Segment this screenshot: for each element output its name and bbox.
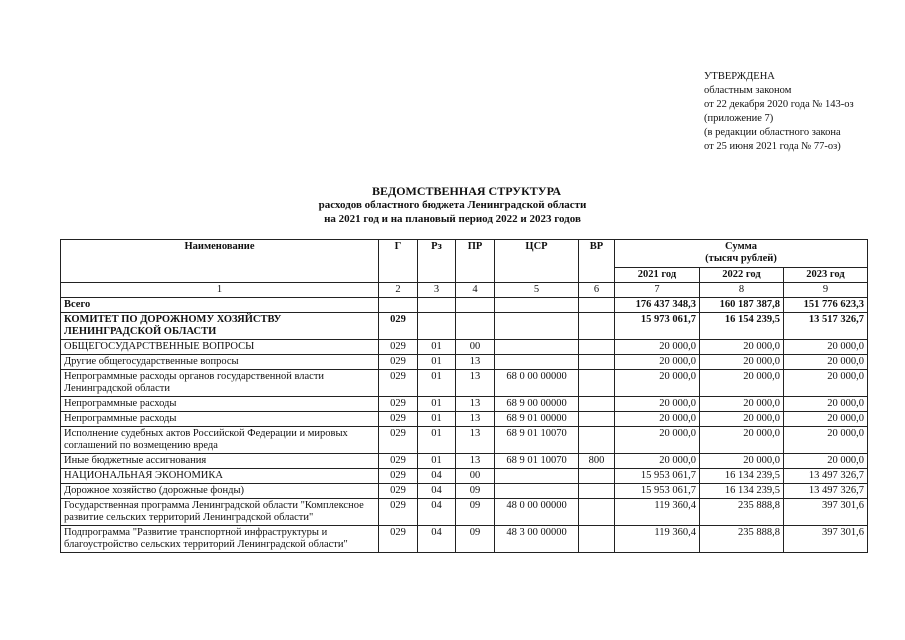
approval-line-3: от 22 декабря 2020 года № 143-оз	[704, 99, 854, 110]
row-2023: 20 000,0	[784, 340, 868, 355]
row-name: Исполнение судебных актов Российской Федерации и мировых соглашений по возмещению вреда	[61, 427, 379, 454]
row-rz: 04	[418, 484, 456, 499]
row-rz: 01	[418, 454, 456, 469]
row-2021: 15 973 061,7	[615, 313, 700, 340]
row-g: 029	[379, 427, 418, 454]
row-pr: 09	[456, 484, 495, 499]
row-csr: 68 9 01 00000	[495, 412, 579, 427]
row-2022: 16 154 239,5	[700, 313, 784, 340]
header-pr: ПР	[456, 240, 495, 283]
row-vr	[579, 469, 615, 484]
row-name: Всего	[61, 298, 379, 313]
colnum-cell: 9	[784, 283, 868, 298]
header-sum	[615, 240, 868, 268]
approval-line-5: (в редакции областного закона	[704, 127, 841, 138]
row-2023: 397 301,6	[784, 526, 868, 553]
row-2022: 16 134 239,5	[700, 484, 784, 499]
row-name: Другие общегосударственные вопросы	[61, 355, 379, 370]
row-rz: 01	[418, 397, 456, 412]
row-vr	[579, 313, 615, 340]
header-sum-line1: Сумма	[725, 241, 757, 252]
table-row	[61, 397, 868, 412]
row-rz: 01	[418, 355, 456, 370]
row-rz: 04	[418, 469, 456, 484]
header-sum-line2: (тысяч рублей)	[705, 253, 777, 264]
row-2022: 20 000,0	[700, 397, 784, 412]
row-csr	[495, 313, 579, 340]
row-2023: 20 000,0	[784, 355, 868, 370]
row-2023: 13 497 326,7	[784, 469, 868, 484]
row-g: 029	[379, 397, 418, 412]
row-g: 029	[379, 484, 418, 499]
document-title	[0, 184, 905, 226]
row-2021: 15 953 061,7	[615, 469, 700, 484]
row-2022: 160 187 387,8	[700, 298, 784, 313]
row-g: 029	[379, 469, 418, 484]
row-2023: 20 000,0	[784, 427, 868, 454]
row-csr: 48 0 00 00000	[495, 499, 579, 526]
row-name: Иные бюджетные ассигнования	[61, 454, 379, 469]
header-2021: 2021 год	[615, 268, 700, 283]
table-row	[61, 370, 868, 397]
row-rz	[418, 313, 456, 340]
row-g	[379, 298, 418, 313]
row-g: 029	[379, 412, 418, 427]
row-name: Подпрограмма "Развитие транспортной инфраструктуры и благоустройство сельских территорий Ленинградской области"	[61, 526, 379, 553]
row-2022: 20 000,0	[700, 412, 784, 427]
table-row	[61, 298, 868, 313]
budget-table	[60, 239, 868, 553]
row-vr	[579, 397, 615, 412]
row-rz: 01	[418, 412, 456, 427]
row-2021: 20 000,0	[615, 370, 700, 397]
row-rz	[418, 298, 456, 313]
row-2021: 20 000,0	[615, 427, 700, 454]
header-csr: ЦСР	[495, 240, 579, 283]
colnum-cell: 6	[579, 283, 615, 298]
row-vr	[579, 370, 615, 397]
title-line-1: ВЕДОМСТВЕННАЯ СТРУКТУРА	[371, 184, 562, 198]
row-name: Непрограммные расходы	[61, 397, 379, 412]
table-row	[61, 526, 868, 553]
row-csr: 68 0 00 00000	[495, 370, 579, 397]
table-row	[61, 484, 868, 499]
row-2021: 20 000,0	[615, 454, 700, 469]
row-2023: 13 517 326,7	[784, 313, 868, 340]
row-csr	[495, 484, 579, 499]
header-g: Г	[379, 240, 418, 283]
row-2022: 235 888,8	[700, 526, 784, 553]
row-pr	[456, 298, 495, 313]
row-pr: 00	[456, 340, 495, 355]
row-2021: 119 360,4	[615, 499, 700, 526]
colnum-cell: 5	[495, 283, 579, 298]
row-pr: 13	[456, 355, 495, 370]
title-line-3: на 2021 год и на плановый период 2022 и 2023 годов	[324, 213, 581, 225]
row-pr	[456, 313, 495, 340]
colnum-cell: 2	[379, 283, 418, 298]
row-vr	[579, 412, 615, 427]
colnum-cell: 1	[61, 283, 379, 298]
row-g: 029	[379, 499, 418, 526]
table-row	[61, 427, 868, 454]
row-rz: 01	[418, 340, 456, 355]
row-name: Государственная программа Ленинградской области "Комплексное развитие сельских территорий Ленинградской области"	[61, 499, 379, 526]
header-2023: 2023 год	[784, 268, 868, 283]
row-csr	[495, 298, 579, 313]
header-row	[61, 240, 868, 268]
row-2022: 20 000,0	[700, 370, 784, 397]
row-2023: 397 301,6	[784, 499, 868, 526]
row-2023: 20 000,0	[784, 397, 868, 412]
row-name: Дорожное хозяйство (дорожные фонды)	[61, 484, 379, 499]
row-g: 029	[379, 454, 418, 469]
row-vr	[579, 298, 615, 313]
row-pr: 00	[456, 469, 495, 484]
row-pr: 13	[456, 397, 495, 412]
row-vr	[579, 355, 615, 370]
row-csr: 48 3 00 00000	[495, 526, 579, 553]
row-g: 029	[379, 313, 418, 340]
header-rz: Рз	[418, 240, 456, 283]
table-row	[61, 499, 868, 526]
row-vr	[579, 526, 615, 553]
row-2023: 20 000,0	[784, 454, 868, 469]
row-csr: 68 9 01 10070	[495, 427, 579, 454]
column-numbers-row	[61, 283, 868, 298]
row-csr: 68 9 01 10070	[495, 454, 579, 469]
table-row	[61, 313, 868, 340]
row-rz: 01	[418, 427, 456, 454]
header-name: Наименование	[61, 240, 379, 283]
table-row	[61, 412, 868, 427]
approval-line-2: областным законом	[704, 85, 792, 96]
approval-line-6: от 25 июня 2021 года № 77-оз)	[704, 141, 841, 152]
row-pr: 13	[456, 370, 495, 397]
colnum-cell: 8	[700, 283, 784, 298]
table-row	[61, 355, 868, 370]
row-2021: 176 437 348,3	[615, 298, 700, 313]
row-2023: 20 000,0	[784, 412, 868, 427]
row-g: 029	[379, 340, 418, 355]
row-2022: 16 134 239,5	[700, 469, 784, 484]
row-2022: 235 888,8	[700, 499, 784, 526]
row-2021: 20 000,0	[615, 340, 700, 355]
row-2022: 20 000,0	[700, 355, 784, 370]
row-pr: 13	[456, 412, 495, 427]
row-vr	[579, 427, 615, 454]
row-2023: 13 497 326,7	[784, 484, 868, 499]
row-rz: 04	[418, 526, 456, 553]
row-csr	[495, 469, 579, 484]
row-vr	[579, 484, 615, 499]
row-pr: 09	[456, 499, 495, 526]
row-rz: 04	[418, 499, 456, 526]
row-csr	[495, 340, 579, 355]
row-2021: 119 360,4	[615, 526, 700, 553]
row-2022: 20 000,0	[700, 427, 784, 454]
row-g: 029	[379, 526, 418, 553]
title-line-2: расходов областного бюджета Ленинградской области	[318, 199, 587, 211]
colnum-cell: 4	[456, 283, 495, 298]
row-g: 029	[379, 355, 418, 370]
approval-line-4: (приложение 7)	[704, 113, 774, 124]
row-2021: 20 000,0	[615, 355, 700, 370]
row-2023: 20 000,0	[784, 370, 868, 397]
row-name: НАЦИОНАЛЬНАЯ ЭКОНОМИКА	[61, 469, 379, 484]
table-row	[61, 340, 868, 355]
table-row	[61, 454, 868, 469]
approval-block	[704, 70, 854, 154]
row-vr	[579, 499, 615, 526]
approval-line-1: УТВЕРЖДЕНА	[704, 71, 775, 82]
row-2021: 20 000,0	[615, 412, 700, 427]
row-2022: 20 000,0	[700, 454, 784, 469]
row-vr: 800	[579, 454, 615, 469]
row-g: 029	[379, 370, 418, 397]
header-2022: 2022 год	[700, 268, 784, 283]
row-pr: 13	[456, 454, 495, 469]
row-name: Непрограммные расходы	[61, 412, 379, 427]
table-row	[61, 469, 868, 484]
row-name: КОМИТЕТ ПО ДОРОЖНОМУ ХОЗЯЙСТВУ ЛЕНИНГРАДСКОЙ ОБЛАСТИ	[61, 313, 379, 340]
row-csr	[495, 355, 579, 370]
row-2021: 20 000,0	[615, 397, 700, 412]
colnum-cell: 3	[418, 283, 456, 298]
row-csr: 68 9 00 00000	[495, 397, 579, 412]
row-2022: 20 000,0	[700, 340, 784, 355]
row-name: ОБЩЕГОСУДАРСТВЕННЫЕ ВОПРОСЫ	[61, 340, 379, 355]
row-name: Непрограммные расходы органов государственной власти Ленинградской области	[61, 370, 379, 397]
colnum-cell: 7	[615, 283, 700, 298]
row-2021: 15 953 061,7	[615, 484, 700, 499]
row-pr: 13	[456, 427, 495, 454]
header-vr: ВР	[579, 240, 615, 283]
row-pr: 09	[456, 526, 495, 553]
row-vr	[579, 340, 615, 355]
row-2023: 151 776 623,3	[784, 298, 868, 313]
row-rz: 01	[418, 370, 456, 397]
